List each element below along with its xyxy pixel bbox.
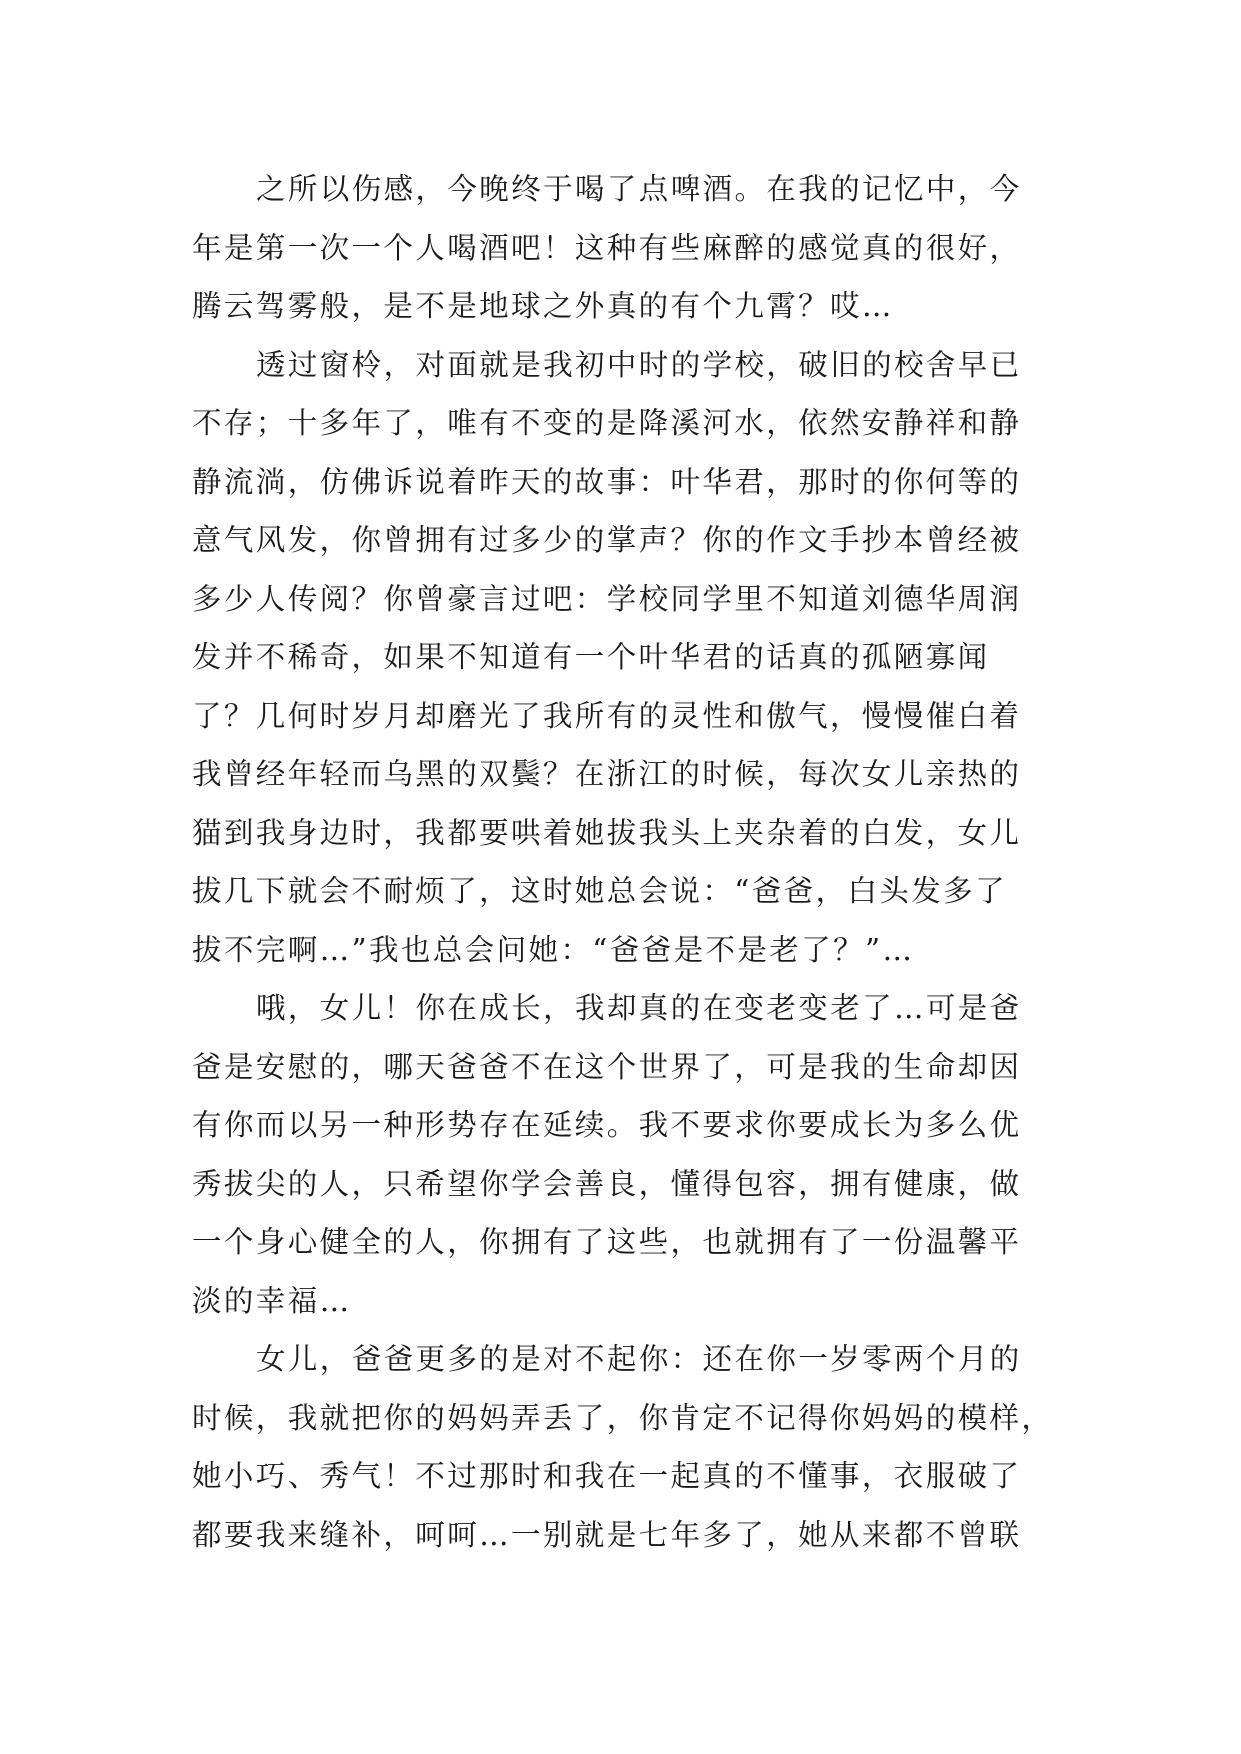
paragraph-4	[192, 1330, 1052, 1564]
document-body	[192, 160, 1052, 1564]
text-line: 我曾经年轻而乌黑的双鬓？在浙江的时候，每次女儿亲热的	[192, 757, 1022, 791]
text-line: 发并不稀奇，如果不知道有一个叶华君的话真的孤陋寡闻	[192, 640, 990, 674]
text-line: 了？几何时岁月却磨光了我所有的灵性和傲气，慢慢催白着	[192, 698, 1022, 733]
text-line: 多少人传阅？你曾豪言过吧：学校同学里不知道刘德华周润	[192, 581, 1022, 616]
text-line: 拔不完啊…”我也总会问她：“爸爸是不是老了？”…	[192, 932, 915, 967]
text-line: 透过窗柃，对面就是我初中时的学校，破旧的校舍早已	[256, 347, 1022, 382]
text-line: 秀拔尖的人，只希望你学会善良，懂得包容，拥有健康，做	[192, 1166, 1022, 1201]
text-line: 腾云驾雾般，是不是地球之外真的有个九霄？哎…	[192, 289, 894, 323]
text-line: 之所以伤感，今晚终于喝了点啤酒。在我的记忆中，今	[256, 172, 1022, 206]
text-line: 有你而以另一种形势存在延续。我不要求你要成长为多么优	[192, 1108, 1022, 1142]
text-line: 一个身心健全的人，你拥有了这些，也就拥有了一份温馨平	[192, 1225, 1022, 1259]
text-line: 她小巧、秀气！不过那时和我在一起真的不懂事，衣服破了	[192, 1459, 1022, 1493]
text-line: 不存；十多年了，唯有不变的是降溪河水，依然安静祥和静	[192, 406, 1022, 440]
paragraph-2	[192, 336, 1052, 980]
text-line: 淡的幸福…	[192, 1283, 352, 1318]
text-line: 年是第一次一个人喝酒吧！这种有些麻醉的感觉真的很好，	[192, 230, 1022, 265]
text-line: 拔几下就会不耐烦了，这时她总会说：“爸爸，白头发多了	[192, 874, 1007, 908]
paragraph-3	[192, 979, 1052, 1330]
text-line: 意气风发，你曾拥有过多少的掌声？你的作文手抄本曾经被	[192, 523, 1022, 557]
text-line: 静流淌，仿佛诉说着昨天的故事：叶华君，那时的你何等的	[192, 464, 1022, 499]
text-line: 都要我来缝补，呵呵…一别就是七年多了，她从来都不曾联	[192, 1517, 1022, 1552]
paragraph-1	[192, 160, 1052, 336]
text-line: 爸是安慰的，哪天爸爸不在这个世界了，可是我的生命却因	[192, 1049, 1022, 1084]
text-line: 猫到我身边时，我都要哄着她拔我头上夹杂着的白发，女儿	[192, 815, 1022, 850]
text-line: 哦，女儿！你在成长，我却真的在变老变老了…可是爸	[256, 991, 1022, 1025]
text-line: 时候，我就把你的妈妈弄丢了，你肯定不记得你妈妈的模样，	[192, 1400, 1054, 1435]
text-line: 女儿，爸爸更多的是对不起你：还在你一岁零两个月的	[256, 1342, 1022, 1376]
